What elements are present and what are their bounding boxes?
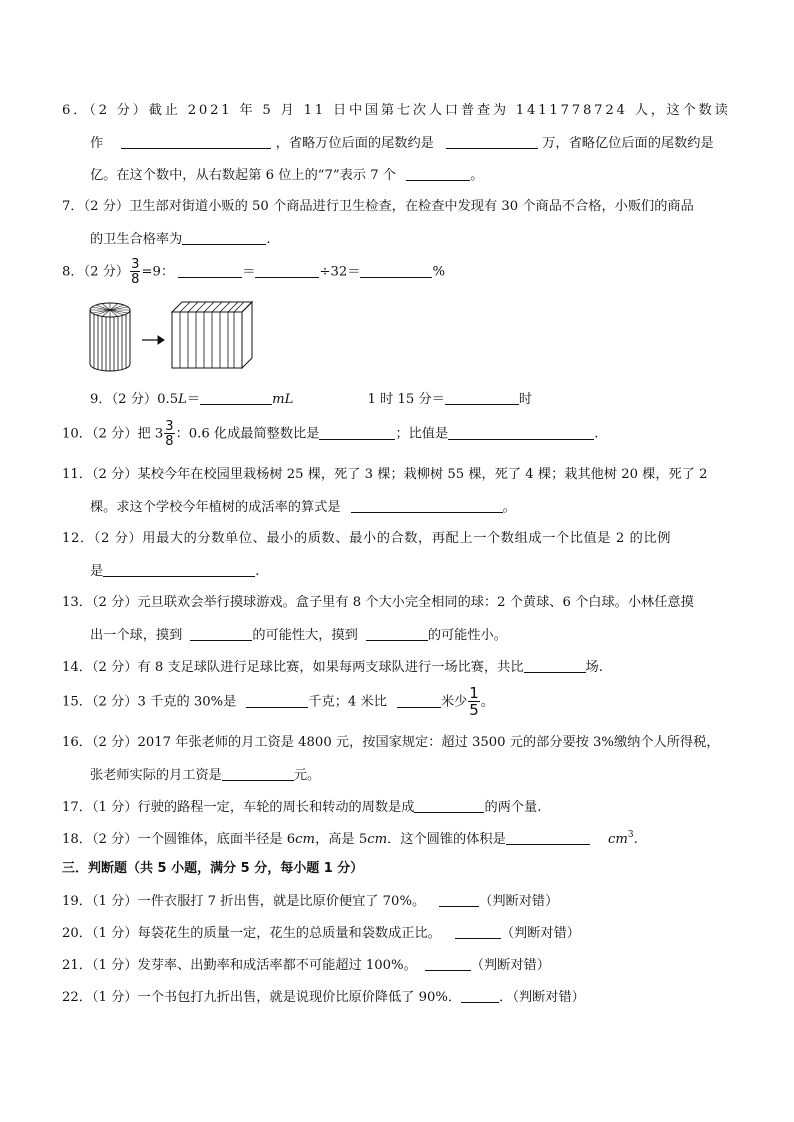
answer-blank[interactable] [397, 695, 441, 708]
q22-text: 22．（1 分）一个书包打九折出售，就是说现价比原价降低了 90%． [62, 990, 462, 1005]
answer-blank[interactable] [246, 695, 308, 708]
cuboid [172, 302, 252, 368]
q8-line [62, 258, 445, 286]
q6-text: 亿。在这个数中，从右数起第 6 位上的“7”表示 7 个 [90, 168, 396, 183]
q8-text: =9： [141, 264, 175, 280]
q14-text: 场. [585, 660, 603, 675]
q18-exponent: 3 [627, 830, 634, 840]
q12-text: . [255, 564, 260, 579]
answer-blank[interactable] [414, 800, 484, 813]
q7-text: . [266, 232, 271, 247]
fraction-numerator: 3 [165, 419, 174, 434]
q8-text: ＝ [242, 264, 256, 280]
answer-blank[interactable] [445, 392, 519, 405]
answer-blank[interactable] [121, 136, 271, 149]
q12-line-1: 12．（2 分）用最大的分数单位、最小的质数、最小的合数，再配上一个数组成一个比值是 2 的比例 [62, 531, 672, 546]
q14-text: 14．（2 分）有 8 支足球队进行足球比赛，如果每两支球队进行一场比赛，共比 [62, 660, 524, 675]
q15-text: 米少 [440, 694, 468, 710]
q10-text: ：0.6 化成最简整数比是 [175, 426, 320, 442]
q18-text: ．这个圆锥的体积是 [387, 832, 506, 847]
q21-line [62, 958, 550, 972]
answer-blank[interactable] [461, 990, 499, 1003]
q20-text: 20．（1 分）每袋花生的质量一定，花生的总质量和袋数成正比。 [62, 926, 441, 941]
fraction-denominator: 8 [131, 272, 140, 287]
q18-text: ，高是 5 [315, 832, 368, 847]
answer-blank[interactable] [178, 265, 242, 278]
fraction-denominator: 8 [165, 434, 174, 449]
answer-blank[interactable] [446, 136, 538, 149]
q8-text: ÷32＝ [319, 264, 361, 280]
fraction-numerator: 3 [131, 257, 140, 272]
q11-text: 。 [502, 500, 516, 515]
answer-blank[interactable] [200, 392, 272, 405]
answer-blank[interactable] [406, 168, 470, 181]
q7-line-1: 7．（2 分）卫生部对街道小贩的 50 个商品进行卫生检查，在检查中发现有 30 个商品不合格，小贩们的商品 [62, 199, 694, 214]
answer-blank[interactable] [319, 427, 395, 440]
q9-line [90, 392, 532, 406]
answer-blank[interactable] [103, 564, 255, 577]
q20-line [62, 926, 580, 940]
q15-line [62, 686, 494, 718]
q7-text: 的卫生合格率为 [90, 232, 183, 247]
q20-text: （判断对错） [500, 926, 580, 941]
q13-text: 出一个球，摸到 [90, 628, 183, 643]
q22-line [62, 990, 585, 1004]
q6-line-2 [90, 136, 714, 150]
q10-text: ；比值是 [395, 426, 449, 442]
cylinder-to-cuboid-figure [84, 298, 264, 378]
q6-text: ，省略万位后面的尾数约是 [275, 136, 434, 151]
q9-text: ＝ [186, 392, 201, 407]
q13-text: 的可能性小。 [427, 628, 507, 643]
q13-text: 的可能性大，摸到 [252, 628, 358, 643]
answer-blank[interactable] [524, 660, 586, 673]
q19-text: （判断对错） [479, 894, 559, 909]
answer-blank[interactable] [448, 427, 594, 440]
q9-text: 1 时 15 分＝ [367, 392, 445, 407]
q9-unit: L [178, 392, 187, 407]
q8-text: % [432, 264, 445, 280]
q10-text: . [594, 426, 599, 442]
q16-text: 张老师实际的月工资是 [90, 768, 222, 783]
q11-line-1: 11．（2 分）某校今年在校园里栽杨树 25 棵，死了 3 棵；栽柳树 55 棵，死了 4 棵；栽其他树 20 棵，死了 2 [62, 467, 708, 482]
fraction [130, 258, 140, 286]
q15-text: 15．（2 分）3 千克的 30%是 [62, 694, 237, 710]
fraction-denominator: 5 [469, 701, 479, 719]
q18-text: . [633, 832, 638, 847]
answer-blank[interactable] [455, 926, 501, 939]
answer-blank[interactable] [360, 265, 432, 278]
q18-unit: cm [367, 832, 388, 847]
q6-text: 。 [470, 168, 484, 183]
answer-blank[interactable] [255, 265, 319, 278]
q19-text: 19．（1 分）一件衣服打 7 折出售，就是比原价便宜了 70%。 [62, 894, 426, 909]
fraction [164, 420, 174, 448]
answer-blank[interactable] [425, 958, 471, 971]
q7-line-2 [90, 232, 271, 246]
q16-text: 元。 [293, 768, 321, 783]
answer-blank[interactable] [182, 232, 266, 245]
q17-line [62, 800, 541, 814]
q15-text: 。 [480, 694, 494, 710]
answer-blank[interactable] [506, 832, 590, 845]
q18-unit: cm [608, 832, 628, 847]
q11-text: 棵。求这个学校今年植树的成活率的算式是 [90, 500, 341, 515]
section-heading: 三．判断题（共 5 小题，满分 5 分，每小题 1 分） [62, 861, 364, 876]
q16-line-2 [90, 768, 320, 782]
q12-line-2 [90, 564, 259, 578]
q18-line [62, 831, 638, 846]
q21-text: （判断对错） [470, 958, 550, 973]
q13-line-2 [90, 628, 507, 642]
q9-text: 9．（2 分）0.5 [90, 392, 179, 407]
q10-text: 10．（2 分）把 3 [62, 426, 164, 442]
q6-line-3 [90, 168, 483, 182]
q18-text: 18．（2 分）一个圆锥体，底面半径是 6 [62, 832, 296, 847]
q21-text: 21．（1 分）发芽率、出勤率和成活率都不可能超过 100%。 [62, 958, 417, 973]
q22-text: ．（判断对错） [499, 990, 585, 1005]
q12-text: 是 [90, 564, 104, 579]
q16-line-1: 16．（2 分）2017 年张老师的月工资是 4800 元，按国家规定：超过 3500 元的部分要按 3%缴纳个人所得税， [62, 735, 720, 750]
fraction [468, 686, 480, 718]
q6-text: 作 [90, 136, 104, 151]
q19-line [62, 894, 558, 908]
q8-text: 8．（2 分） [62, 264, 130, 280]
q13-line-1: 13．（2 分）元旦联欢会举行摸球游戏。盒子里有 8 个大小完全相同的球：2 个黄球、6 个白球。小林任意摸 [62, 595, 694, 610]
q17-text: 的两个量. [484, 800, 542, 815]
fraction-numerator: 1 [469, 684, 479, 702]
q6-text: 万，省略亿位后面的尾数约是 [542, 136, 714, 151]
answer-blank[interactable] [439, 894, 479, 907]
q9-text: 时 [518, 392, 533, 407]
q14-line [62, 660, 603, 674]
answer-blank[interactable] [366, 628, 428, 641]
q11-line-2 [90, 500, 516, 514]
q17-text: 17．（1 分）行驶的路程一定，车轮的周长和转动的周数是成 [62, 800, 415, 815]
answer-blank[interactable] [222, 768, 294, 781]
q15-text: 千克；4 米比 [308, 694, 387, 710]
answer-blank[interactable] [190, 628, 252, 641]
q9-unit: mL [272, 392, 294, 407]
q6-line-1: 6．（2 分）截止 2021 年 5 月 11 日中国第七次人口普查为 1411778724 人，这个数读 [62, 103, 731, 118]
q18-unit: cm [295, 832, 316, 847]
answer-blank[interactable] [351, 500, 503, 513]
q10-line [62, 420, 598, 448]
